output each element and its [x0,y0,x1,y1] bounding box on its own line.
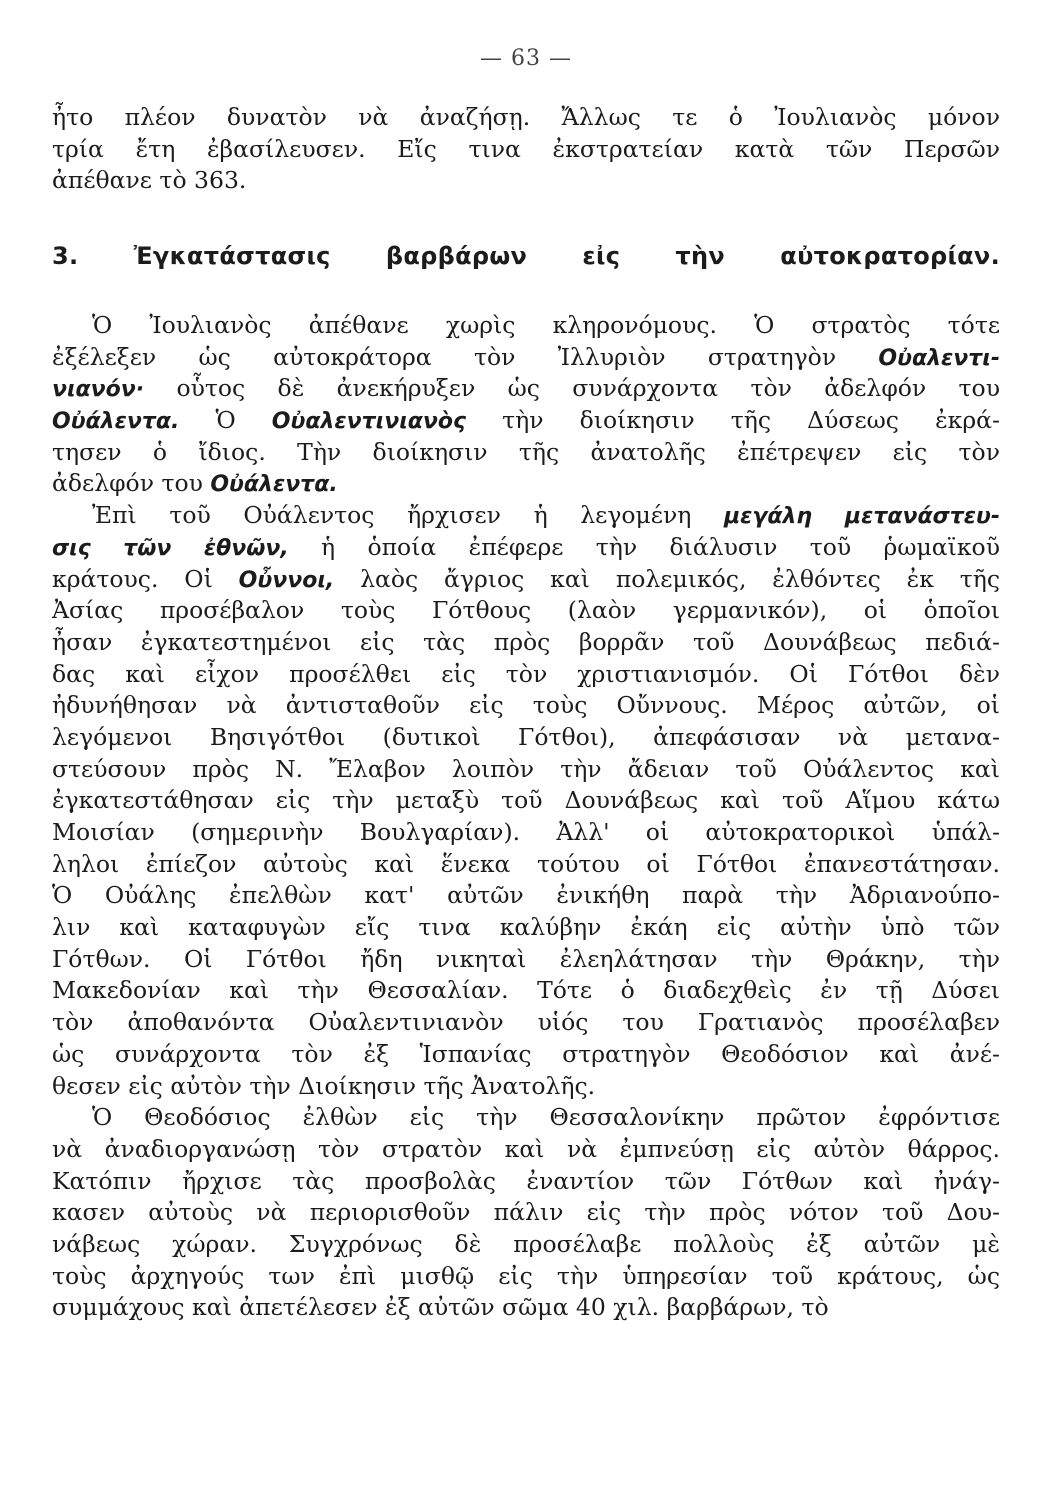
text-segment: δας καὶ εἶχον προσέλθει εἰς τὸν χριστιανισμόν. Οἱ Γότθοι δὲν [52,659,1000,688]
emphasized-term: μεγάλη μετανάστευ- [723,504,1000,530]
text-segment: τὸν ἀποθανόντα Οὐαλεντινιανὸν υἱός του Γρατιανὸς προσέλαβεν [52,1008,1000,1037]
text-line [52,1007,1000,1039]
text-line [52,912,1000,944]
text-line [52,1197,1000,1229]
text-line [52,849,1000,881]
text-line [52,722,1000,754]
text-line [52,690,1000,722]
text-segment: ὡς συνάρχοντα τὸν ἐξ Ἱσπανίας στρατηγὸν Θεοδόσιον καὶ ἀνέ- [52,1039,1000,1068]
text-line [52,880,1000,912]
emphasized-term: Οὐάλεντα. [210,472,338,498]
text-line [52,659,1000,691]
text-segment: λιν καὶ καταφυγὼν εἴς τινα καλύβην ἐκάη εἰς αὐτὴν ὑπὸ τῶν [52,913,1000,942]
text-line [52,1102,1000,1134]
text-segment: ἀδελφόν του [52,469,211,498]
text-line [52,532,1000,564]
text-segment: Ὁ Οὐάλης ἐπελθὼν κατ' αὐτῶν ἐνικήθη παρὰ τὴν Ἀδριανούπο- [52,881,1000,910]
text-line [52,1134,1000,1166]
emphasized-term: νιανόν· [52,377,145,403]
text-segment: θεσεν εἰς αὐτὸν τὴν Διοίκησιν τῆς Ἀνατολῆς. [52,1071,596,1100]
text-line [52,373,1000,405]
text-segment: τησεν ὁ ἴδιος. Τὴν διοίκησιν τῆς ἀνατολῆς ἐπέτρεψεν εἰς τὸν [52,437,1000,466]
text-segment: νὰ ἀναδιοργανώσῃ τὸν στρατὸν καὶ νὰ ἐμπνεύσῃ εἰς αὐτὸν θάρρος. [52,1134,1000,1163]
body-text [52,310,1000,1324]
page-number: — 63 — [480,46,572,71]
text-segment: Μοισίαν (σημερινὴν Βουλγαρίαν). Ἀλλ' οἱ αὐτοκρατορικοὶ ὑπάλ- [52,818,1000,846]
text-line [52,817,1000,849]
emphasized-term: Οὖννοι, [238,567,335,593]
text-segment: οὗτος δὲ ἀνεκήρυξεν ὡς συνάρχοντα τὸν ἀδελφόν του [144,374,1000,403]
text-segment: στεύσουν πρὸς Ν. Ἔλαβον λοιπὸν τὴν ἄδειαν τοῦ Οὐάλεντος καὶ [52,754,1000,783]
text-line: τρία ἔτη ἐβασίλευσεν. Εἴς τινα ἐκστρατείαν κατὰ τῶν Περσῶν [52,134,1000,163]
intro-paragraph [52,102,1000,197]
text-line: ἦτο πλέον δυνατὸν νὰ ἀναζήσῃ. Ἄλλως τε ὁ Ἰουλιανὸς μόνον [52,103,1000,131]
text-segment: Κατόπιν ἤρχισε τὰς προσβολὰς ἐναντίον τῶν Γότθων καὶ ἠνάγ- [52,1166,1000,1195]
text-line [52,310,1000,342]
text-line: ἀπέθανε τὸ 363. [52,166,247,195]
text-segment: συμμάχους καὶ ἀπετέλεσεν ἐξ αὐτῶν σῶμα 40 χιλ. βαρβάρων, τὸ [52,1293,829,1322]
text-segment: λαὸς ἄγριος καὶ πολεμικός, ἐλθόντες ἐκ τῆς [334,564,1001,593]
text-line [52,468,1000,500]
text-line [52,975,1000,1007]
text-line [52,1229,1000,1261]
text-segment: Γότθων. Οἱ Γότθοι ἤδη νικηταὶ ἐλεηλάτησαν τὴν Θράκην, τὴν [52,944,1000,973]
text-line [52,1071,1000,1103]
text-segment: ἐξέλεξεν ὡς αὐτοκράτορα τὸν Ἰλλυριὸν στρατηγὸν [52,342,879,371]
text-line [52,1166,1000,1198]
emphasized-term: σις τῶν ἐθνῶν, [52,535,289,561]
text-segment: ληλοι ἐπίεζον αὐτοὺς καὶ ἕνεκα τούτου οἱ Γότθοι ἐπανεστάτησαν. [52,849,1000,878]
text-line [52,627,1000,659]
text-segment: τὴν διοίκησιν τῆς Δύσεως ἐκρά- [466,406,1000,435]
text-segment: κασεν αὐτοὺς νὰ περιορισθοῦν πάλιν εἰς τὴν πρὸς νότον τοῦ Δου- [52,1198,1000,1227]
text-segment: Μακεδονίαν καὶ τὴν Θεσσαλίαν. Τότε ὁ διαδεχθεὶς ἐν τῇ Δύσει [52,976,1000,1005]
text-segment: Ὁ Ἰουλιανὸς ἀπέθανε χωρὶς κληρονόμους. Ὁ στρατὸς τότε [92,311,1000,339]
text-line [52,1292,1000,1324]
text-line [52,564,1000,596]
text-line [52,500,1000,532]
text-segment: Ἀσίας προσέβαλον τοὺς Γότθους (λαὸν γερμανικόν), οἱ ὁποῖοι [52,596,1000,625]
section-heading: 3. Ἐγκατάστασις βαρβάρων εἰς τὴν αὐτοκρατορίαν. [52,242,1000,270]
text-segment: νάβεως χώραν. Συγχρόνως δὲ προσέλαβε πολλοὺς ἐξ αὐτῶν μὲ [52,1229,1000,1258]
text-line [52,437,1000,469]
text-line [52,754,1000,786]
text-line [52,595,1000,627]
text-segment: Ὁ [179,406,272,435]
text-line [52,785,1000,817]
text-line [52,1039,1000,1071]
text-segment: ἡ ὁποία ἐπέφερε τὴν διάλυσιν τοῦ ῥωμαϊκοῦ [288,532,1000,561]
text-line [52,342,1000,374]
text-line [52,405,1000,437]
emphasized-term: Οὐάλεντα. [52,409,180,435]
text-line [52,944,1000,976]
text-segment: τοὺς ἀρχηγούς των ἐπὶ μισθῷ εἰς τὴν ὑπηρεσίαν τοῦ κράτους, ὡς [52,1261,1000,1290]
text-segment: ἠδυνήθησαν νὰ ἀντισταθοῦν εἰς τοὺς Οὔννους. Μέρος αὐτῶν, οἱ [52,691,1000,720]
text-line [52,1261,1000,1293]
emphasized-term: Οὐαλεντι- [878,345,1000,371]
book-page [52,40,1000,1460]
text-segment: λεγόμενοι Βησιγότθοι (δυτικοὶ Γότθοι), ἀπεφάσισαν νὰ μετανα- [52,722,1000,751]
text-segment: Ὁ Θεοδόσιος ἐλθὼν εἰς τὴν Θεσσαλονίκην πρῶτον ἐφρόντισε [92,1103,1000,1132]
text-segment: ἐγκατεστάθησαν εἰς τὴν μεταξὺ τοῦ Δουνάβεως καὶ τοῦ Αἵμου κάτω [52,786,1000,815]
text-segment: Ἐπὶ τοῦ Οὐάλεντος ἤρχισεν ἡ λεγομένη [92,501,724,530]
text-segment: ἦσαν ἐγκατεστημένοι εἰς τὰς πρὸς βορρᾶν τοῦ Δουνάβεως πεδιά- [52,627,1000,656]
text-segment: κράτους. Οἱ [52,564,239,593]
emphasized-term: Οὐαλεντινιανὸς [271,409,467,435]
